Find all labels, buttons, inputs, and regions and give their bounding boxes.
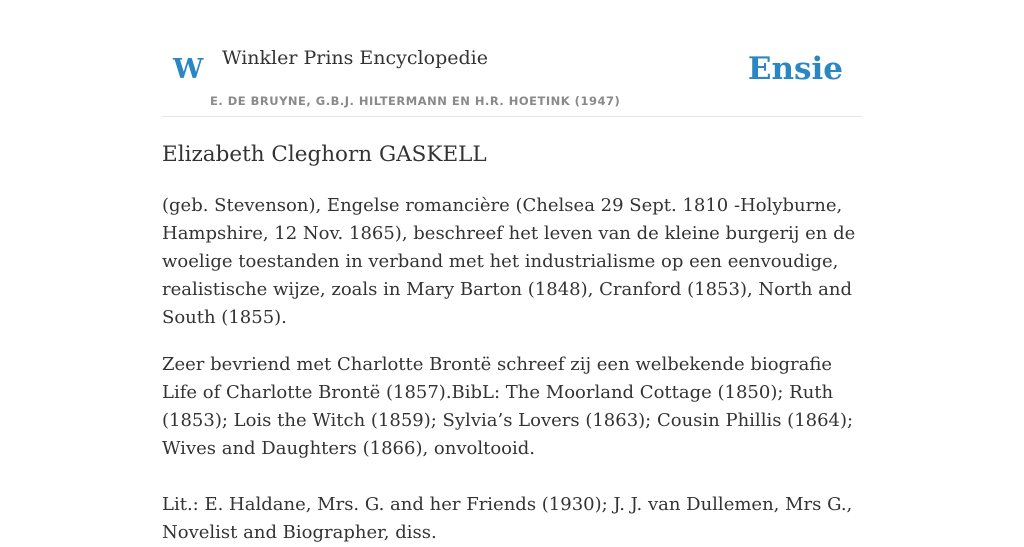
article-paragraph: (geb. Stevenson), Engelse romancière (Chelsea 29 Sept. 1810 -Holyburne, Hampshire, 12 Nov. 1865), beschreef het leven van de kleine burgerij en de woelige toestanden in verband met het industrialisme op een eenvoudige, realistische wijze, zoals in Mary Barton (1848), Cranford (1853), North and South (1855). (162, 195, 856, 328)
article-title: Elizabeth Cleghorn GASKELL (162, 142, 487, 167)
site-subtitle: E. DE BRUYNE, G.B.J. HILTERMANN EN H.R. HOETINK (1947) (210, 94, 621, 108)
site-title[interactable]: Winkler Prins Encyclopedie (222, 47, 488, 69)
site-header (162, 0, 862, 117)
article-paragraph: Zeer bevriend met Charlotte Brontë schreef zij een welbekende biografie Life of Charlotte Brontë (1857).BibL: The Moorland Cottage (1850); Ruth (1853); Lois the Witch (1859); Sylvia’s Lovers (1863); Cousin Phillis (1864); Wives and Daughters (1866), onvoltooid. (162, 354, 854, 459)
article-paragraph: Lit.: E. Haldane, Mrs. G. and her Friends (1930); J. J. van Dullemen, Mrs G., Novelist and Biographer, diss. (162, 494, 853, 543)
logo-icon[interactable]: W (173, 54, 204, 85)
brand-logo[interactable]: Ensie (747, 51, 843, 87)
article (162, 136, 868, 547)
